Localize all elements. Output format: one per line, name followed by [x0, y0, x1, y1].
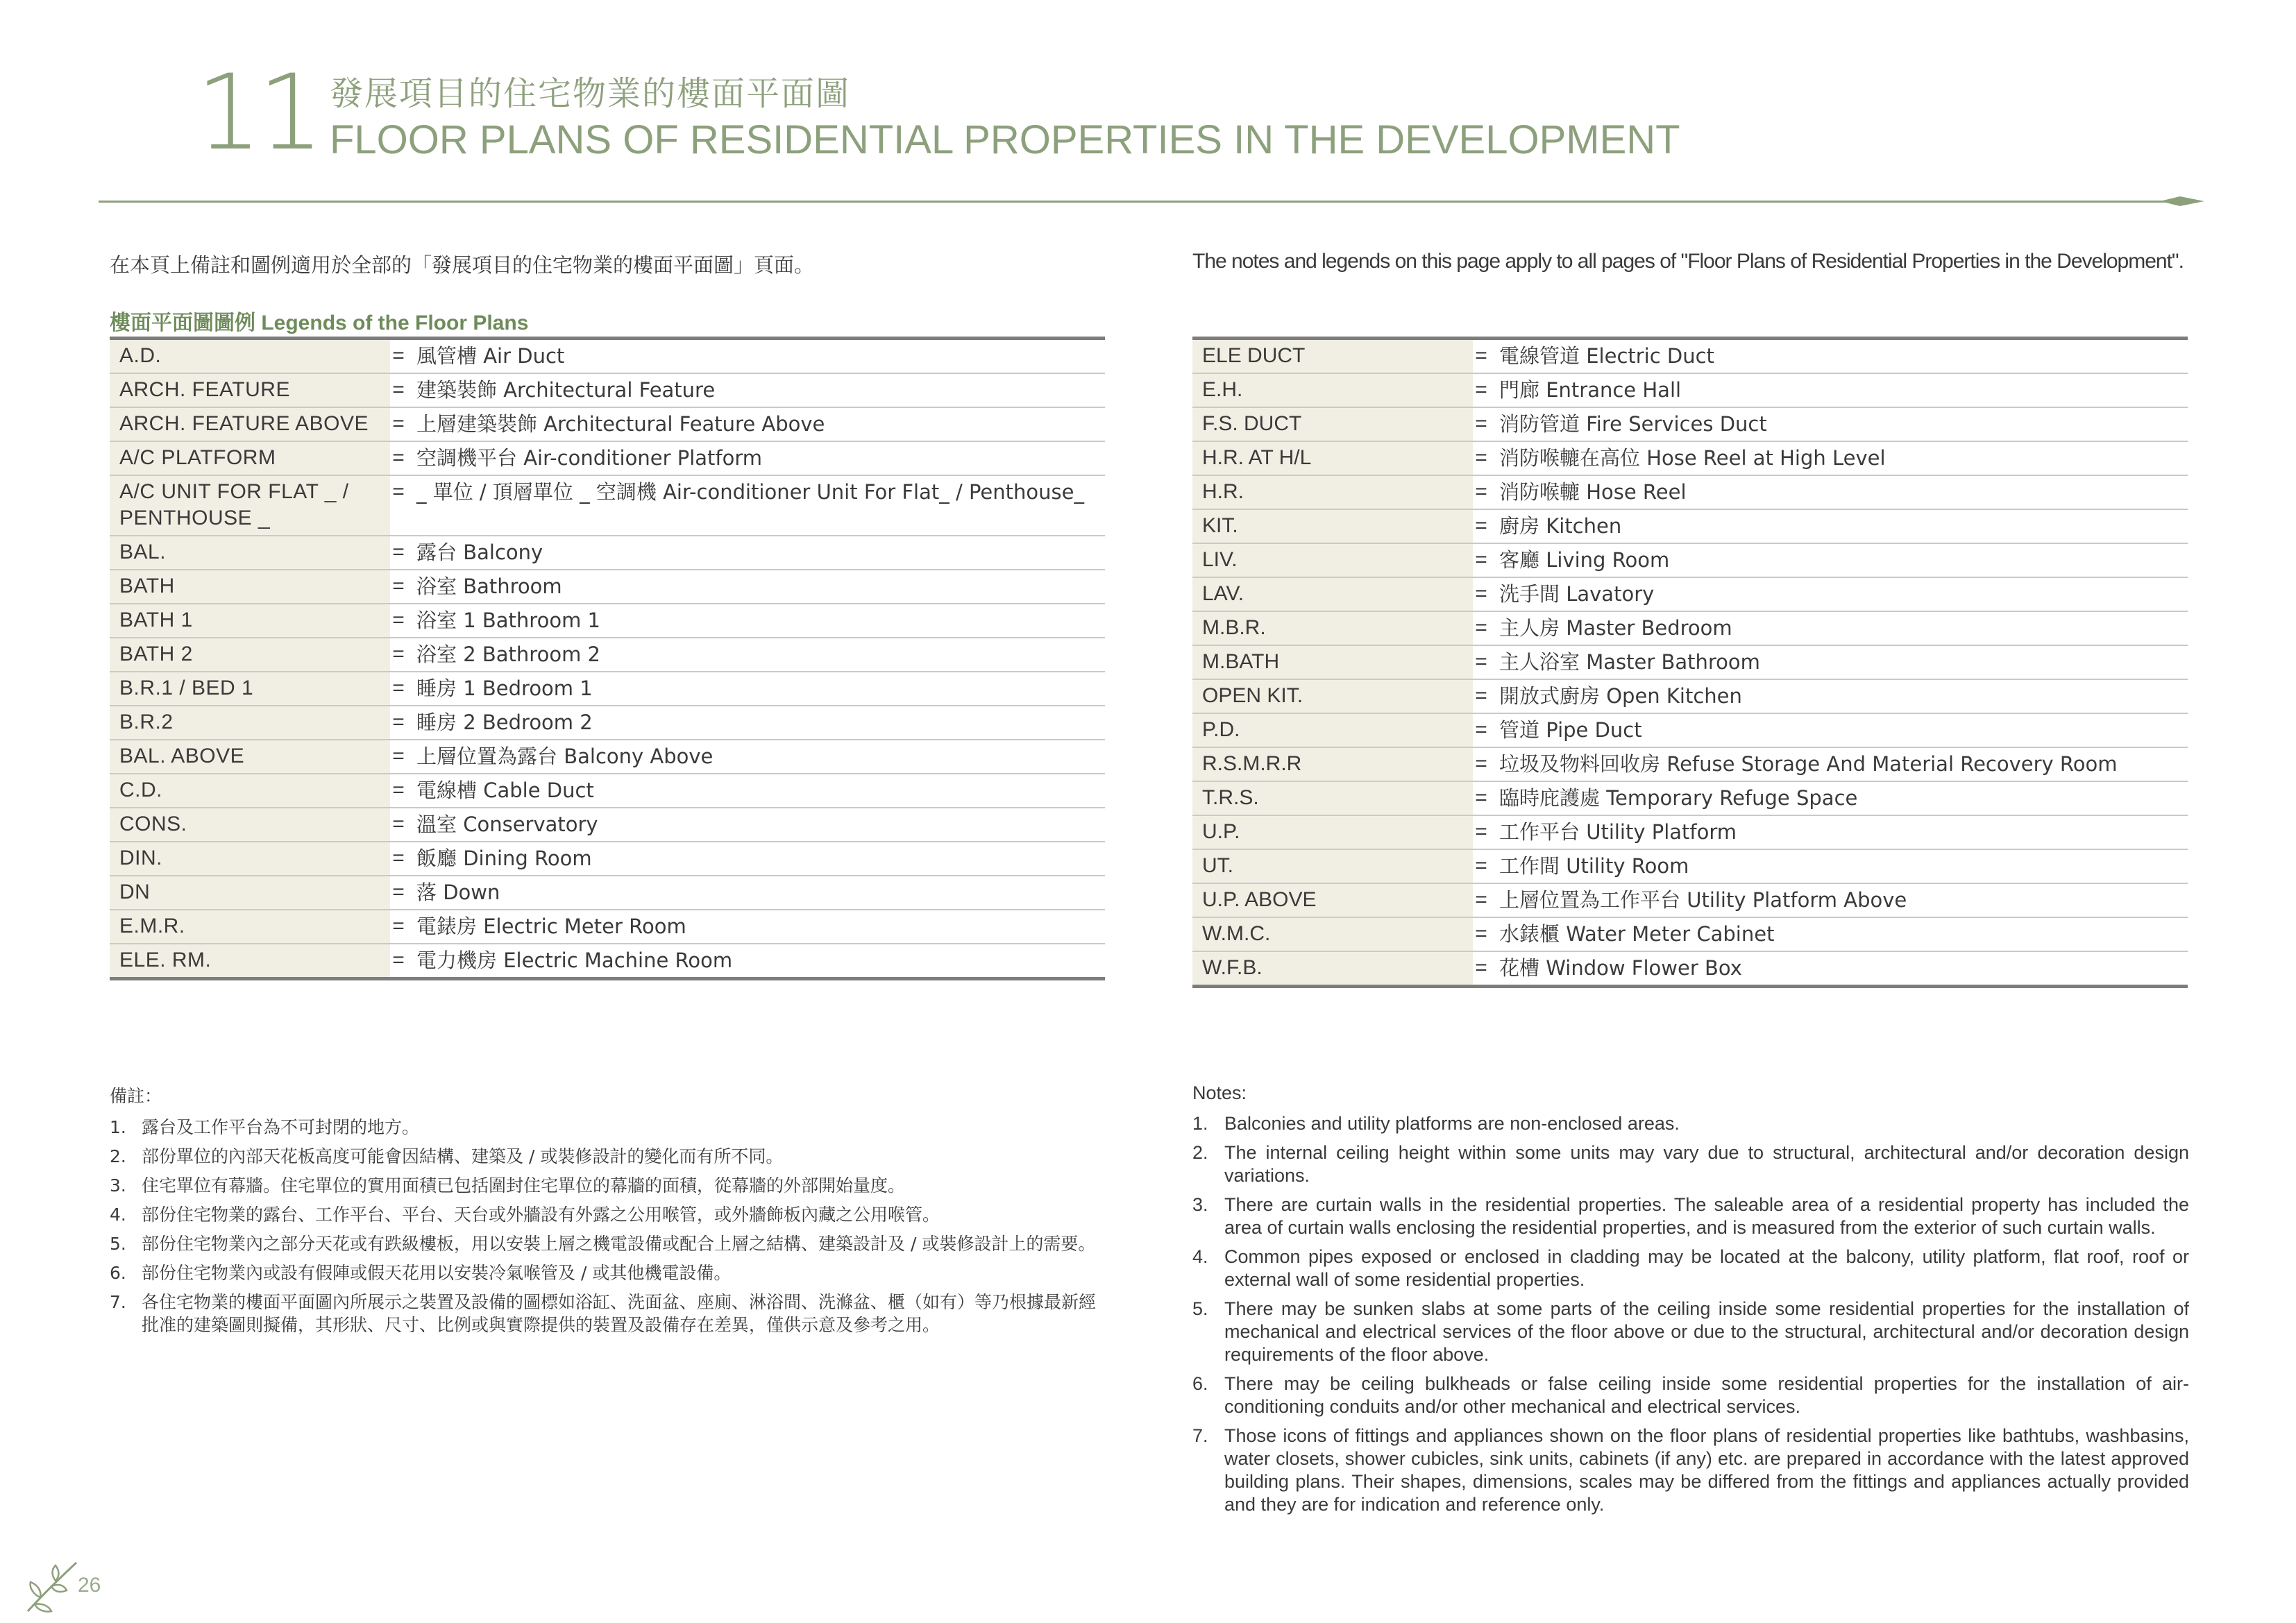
legend-equals: = [1475, 956, 1487, 979]
legend-code: CONS. [110, 808, 390, 842]
legend-equals: = [1475, 378, 1487, 401]
legend-description: 消防喉轆在高位 Hose Reel at High Level [1499, 446, 1886, 470]
legend-equals: = [1475, 344, 1487, 367]
legend-code: DN [110, 876, 390, 910]
legend-code: BAL. ABOVE [110, 740, 390, 774]
legend-code: BAL. [110, 536, 390, 570]
legend-row [110, 373, 1105, 407]
note-number: 7. [1192, 1425, 1208, 1446]
legend-row [1192, 679, 2188, 713]
note-text: There may be ceiling bulkheads or false ceiling inside some residential properties for the installation of air-conditioning conduits and/or other mechanical and electrical services. [1224, 1373, 2189, 1417]
legend-equals: = [392, 446, 405, 469]
legend-row [1192, 713, 2188, 747]
legend-description: 主人浴室 Master Bathroom [1499, 650, 1760, 674]
legend-description: 溫室 Conservatory [416, 813, 598, 836]
legend-description: 客廳 Living Room [1499, 548, 1670, 572]
legend-row [1192, 781, 2188, 815]
legend-equals: = [1475, 752, 1487, 775]
note-number: 5. [1192, 1298, 1208, 1319]
note-item [110, 1232, 1109, 1255]
legend-row [1192, 475, 2188, 509]
legend-code: B.R.2 [110, 706, 390, 740]
intro-text-zh: 在本頁上備註和圖例適用於全部的「發展項目的住宅物業的樓面平面圖」頁面。 [110, 253, 815, 277]
legend-equals: = [392, 677, 405, 699]
legend-description: 空調機平台 Air-conditioner Platform [416, 446, 763, 470]
legend-code: H.R. AT H/L [1192, 441, 1473, 475]
page-title-zh: 發展項目的住宅物業的樓面平面圖 [330, 74, 851, 113]
legend-row [110, 740, 1105, 774]
legend-description: 睡房 2 Bedroom 2 [416, 711, 593, 734]
note-text: There are curtain walls in the residential properties. The saleable area of a residential property has included the area of curtain walls enclosing the residential properties, and is measured from the exterior of such curtain walls. [1224, 1194, 2189, 1238]
legend-description: 臨時庇護處 Temporary Refuge Space [1499, 786, 1858, 810]
legend-heading-zh: 樓面平面圖圖例 [110, 311, 255, 335]
notes-list-en [1192, 1112, 2189, 1516]
legend-description: 電線槽 Cable Duct [416, 779, 594, 802]
note-number: 4. [110, 1205, 126, 1225]
legend-equals: = [392, 745, 405, 767]
legend-row [1192, 849, 2188, 883]
legend-code: U.P. [1192, 815, 1473, 849]
legend-code: BATH 2 [110, 638, 390, 672]
legend-row [1192, 543, 2188, 577]
legend-equals: = [1475, 854, 1487, 877]
legend-equals: = [1475, 446, 1487, 469]
legend-equals: = [392, 480, 405, 503]
legend-row [1192, 611, 2188, 645]
legend-row [1192, 815, 2188, 849]
notes-title-en: Notes: [1192, 1082, 1247, 1103]
legend-row [1192, 339, 2188, 374]
legend-description: 工作平台 Utility Platform [1499, 820, 1737, 844]
legend-code: ARCH. FEATURE [110, 373, 390, 407]
legend-code: KIT. [1192, 509, 1473, 543]
legend-row [1192, 645, 2188, 679]
note-item [1192, 1425, 2189, 1516]
page-number: 26 [78, 1574, 101, 1597]
note-text: There may be sunken slabs at some parts of the ceiling inside some residential properties for the installation of mechanical and electrical services of the floor above or due to the structural, architectural and/or decoration design requirements of the floor above. [1224, 1298, 2189, 1365]
intro-text-en: The notes and legends on this page apply to all pages of "Floor Plans of Residential Properties in the Development". [1192, 250, 2184, 273]
legend-row [110, 774, 1105, 808]
legend-code: DIN. [110, 842, 390, 876]
notes-list-zh [110, 1116, 1109, 1336]
note-text: The internal ceiling height within some units may vary due to structural, architectural and/or decoration design variations. [1224, 1142, 2189, 1186]
legend-description: _ 單位 / 頂層單位 _ 空調機 Air-conditioner Unit For Flat_ / Penthouse_ [416, 480, 1084, 504]
legend-code: M.BATH [1192, 645, 1473, 679]
note-item [1192, 1373, 2189, 1418]
note-number: 2. [1192, 1142, 1208, 1163]
legend-code: P.D. [1192, 713, 1473, 747]
legend-equals: = [392, 643, 405, 665]
note-text: 部份住宅物業的露台、工作平台、平台、天台或外牆設有外露之公用喉管，或外牆飾板內藏之公用喉管。 [142, 1205, 940, 1225]
legend-equals: = [392, 881, 405, 903]
legend-description: 建築裝飾 Architectural Feature [416, 378, 716, 402]
legend-description: 飯廳 Dining Room [416, 847, 592, 870]
legend-row [110, 570, 1105, 604]
note-text: 部份住宅物業內之部分天花或有跌級樓板，用以安裝上層之機電設備或配合上層之結構、建築設計及 / 或裝修設計上的需要。 [142, 1234, 1096, 1254]
section-number: 11 [196, 53, 320, 173]
legend-code: A/C PLATFORM [110, 441, 390, 475]
legend-row [110, 339, 1105, 374]
legend-row [110, 604, 1105, 638]
legend-row [110, 706, 1105, 740]
legend-row [110, 536, 1105, 570]
legend-description: 消防管道 Fire Services Duct [1499, 412, 1767, 436]
note-number: 3. [1192, 1194, 1208, 1215]
legend-heading [110, 305, 528, 336]
legend-code: BATH [110, 570, 390, 604]
note-number: 3. [110, 1175, 126, 1196]
legend-code: H.R. [1192, 475, 1473, 509]
note-text: 住宅單位有幕牆。住宅單位的實用面積已包括圍封住宅單位的幕牆的面積，從幕牆的外部開始量度。 [142, 1175, 906, 1196]
legend-description: 花槽 Window Flower Box [1499, 956, 1742, 980]
legend-description: 消防喉轆 Hose Reel [1499, 480, 1687, 504]
legend-code: W.F.B. [1192, 951, 1473, 987]
legend-equals: = [1475, 548, 1487, 571]
legend-description: 露台 Balcony [416, 541, 543, 564]
legend-description: 電力機房 Electric Machine Room [416, 949, 733, 972]
legend-description: 電線管道 Electric Duct [1499, 344, 1714, 368]
legend-code: E.H. [1192, 373, 1473, 407]
note-number: 1. [1192, 1113, 1208, 1134]
legend-equals: = [392, 813, 405, 835]
note-number: 6. [1192, 1373, 1208, 1394]
legend-equals: = [392, 847, 405, 869]
note-number: 5. [110, 1234, 126, 1254]
legend-heading-en: Legends of the Floor Plans [261, 312, 529, 334]
legend-row [1192, 373, 2188, 407]
legend-row [1192, 577, 2188, 611]
legend-equals: = [1475, 922, 1487, 945]
note-item [1192, 1112, 2189, 1135]
legend-equals: = [392, 412, 405, 435]
notes-title-zh: 備註： [110, 1086, 162, 1106]
legend-code: LAV. [1192, 577, 1473, 611]
legend-row [110, 808, 1105, 842]
legend-description: 水錶櫃 Water Meter Cabinet [1499, 922, 1775, 946]
note-item [110, 1116, 1109, 1139]
legend-equals: = [1475, 582, 1487, 605]
legend-equals: = [1475, 412, 1487, 435]
divider-leaf-tip [2160, 196, 2204, 206]
legend-description: 落 Down [416, 881, 500, 904]
legend-code: LIV. [1192, 543, 1473, 577]
legend-description: 睡房 1 Bedroom 1 [416, 677, 593, 700]
legend-row [110, 910, 1105, 944]
legend-equals: = [1475, 650, 1487, 673]
legend-description: 上層位置為露台 Balcony Above [416, 745, 714, 768]
notes-en [1192, 1082, 2189, 1522]
legend-row [1192, 883, 2188, 917]
legend-row [110, 407, 1105, 441]
note-item [1192, 1193, 2189, 1239]
note-text: Those icons of fittings and appliances shown on the floor plans of residential properties like bathtubs, washbasins, water closets, shower cubicles, sink units, cabinets (if any) etc. are prepared in accordance with the latest approved building plans. Their shapes, dimensions, scales may be differed from the fittings and appliances actually provided and they are for indication and reference only. [1224, 1425, 2189, 1515]
note-item [110, 1203, 1109, 1226]
legend-equals: = [392, 711, 405, 733]
legend-equals: = [1475, 480, 1487, 503]
note-item [1192, 1298, 2189, 1366]
legend-code: OPEN KIT. [1192, 679, 1473, 713]
legend-table-left [110, 337, 1105, 980]
legend-equals: = [1475, 514, 1487, 537]
legend-equals: = [392, 609, 405, 631]
legend-equals: = [392, 915, 405, 937]
legend-row [1192, 441, 2188, 475]
legend-equals: = [1475, 820, 1487, 843]
note-text: Balconies and utility platforms are non-enclosed areas. [1224, 1113, 1680, 1134]
legend-code: M.B.R. [1192, 611, 1473, 645]
notes-zh [110, 1082, 1109, 1343]
note-number: 4. [1192, 1246, 1208, 1267]
legend-description: 門廊 Entrance Hall [1499, 378, 1682, 402]
legend-description: 風管槽 Air Duct [416, 344, 565, 368]
legend-code: R.S.M.R.R [1192, 747, 1473, 781]
note-item [110, 1174, 1109, 1197]
note-item [110, 1291, 1109, 1336]
legend-code: ELE DUCT [1192, 339, 1473, 374]
legend-description: 上層建築裝飾 Architectural Feature Above [416, 412, 825, 436]
note-number: 1. [110, 1117, 126, 1137]
legend-equals: = [392, 575, 405, 597]
legend-equals: = [392, 949, 405, 971]
legend-code: E.M.R. [110, 910, 390, 944]
legend-row [110, 638, 1105, 672]
legend-row [110, 441, 1105, 475]
note-text: Common pipes exposed or enclosed in cladding may be located at the balcony, utility platform, flat roof, roof or external wall of some residential properties. [1224, 1246, 2189, 1290]
legend-code: BATH 1 [110, 604, 390, 638]
legend-code: A.D. [110, 339, 390, 374]
legend-description: 廚房 Kitchen [1499, 514, 1622, 538]
note-item [1192, 1141, 2189, 1187]
legend-row [110, 672, 1105, 706]
legend-equals: = [392, 344, 405, 367]
legend-equals: = [392, 779, 405, 801]
legend-equals: = [1475, 786, 1487, 809]
legend-code: F.S. DUCT [1192, 407, 1473, 441]
legend-code: T.R.S. [1192, 781, 1473, 815]
legend-description: 主人房 Master Bedroom [1499, 616, 1732, 640]
note-number: 6. [110, 1263, 126, 1283]
legend-code: UT. [1192, 849, 1473, 883]
legend-code: C.D. [110, 774, 390, 808]
note-text: 露台及工作平台為不可封閉的地方。 [142, 1117, 420, 1137]
legend-code: ELE. RM. [110, 944, 390, 979]
legend-row [1192, 747, 2188, 781]
legend-equals: = [1475, 718, 1487, 741]
note-number: 7. [110, 1292, 126, 1312]
note-number: 2. [110, 1146, 126, 1166]
legend-code: U.P. ABOVE [1192, 883, 1473, 917]
note-item [110, 1145, 1109, 1168]
legend-description: 垃圾及物料回收房 Refuse Storage And Material Recovery Room [1499, 752, 2118, 776]
note-text: 各住宅物業的樓面平面圖內所展示之裝置及設備的圖標如浴缸、洗面盆、座廁、淋浴間、洗滌盆、櫃（如有）等乃根據最新經批准的建築圖則擬備，其形狀、尺寸、比例或與實際提供的裝置及設備存在差異，僅供示意及參考之用。 [142, 1292, 1097, 1335]
legend-row [1192, 509, 2188, 543]
legend-code: W.M.C. [1192, 917, 1473, 951]
legend-description: 洗手間 Lavatory [1499, 582, 1655, 606]
legend-description: 上層位置為工作平台 Utility Platform Above [1499, 888, 1907, 912]
legend-code: ARCH. FEATURE ABOVE [110, 407, 390, 441]
legend-equals: = [392, 541, 405, 563]
legend-description: 開放式廚房 Open Kitchen [1499, 684, 1742, 708]
legend-equals: = [1475, 684, 1487, 707]
legend-equals: = [1475, 888, 1487, 911]
legend-table-right [1192, 337, 2188, 988]
legend-row [1192, 407, 2188, 441]
legend-code: B.R.1 / BED 1 [110, 672, 390, 706]
note-text: 部份單位的內部天花板高度可能會因結構、建築及 / 或裝修設計的變化而有所不同。 [142, 1146, 784, 1166]
legend-description: 浴室 2 Bathroom 2 [416, 643, 600, 666]
legend-description: 管道 Pipe Duct [1499, 718, 1642, 742]
header-divider [99, 201, 2195, 203]
leaf-branch-icon [21, 1554, 83, 1617]
legend-description: 工作間 Utility Room [1499, 854, 1689, 878]
page-title-en: FLOOR PLANS OF RESIDENTIAL PROPERTIES IN THE DEVELOPMENT [330, 117, 1680, 162]
legend-description: 電錶房 Electric Meter Room [416, 915, 686, 938]
legend-code: A/C UNIT FOR FLAT _ / PENTHOUSE _ [110, 475, 390, 536]
legend-equals: = [1475, 616, 1487, 639]
legend-row [110, 842, 1105, 876]
legend-row [1192, 917, 2188, 951]
legend-row [110, 944, 1105, 979]
legend-description: 浴室 1 Bathroom 1 [416, 609, 600, 632]
legend-description: 浴室 Bathroom [416, 575, 562, 598]
legend-row [110, 876, 1105, 910]
legend-equals: = [392, 378, 405, 401]
legend-row [1192, 951, 2188, 987]
note-item [1192, 1246, 2189, 1291]
note-item [110, 1261, 1109, 1284]
note-text: 部份住宅物業內或設有假陣或假天花用以安裝冷氣喉管及 / 或其他機電設備。 [142, 1263, 732, 1283]
legend-row [110, 475, 1105, 536]
